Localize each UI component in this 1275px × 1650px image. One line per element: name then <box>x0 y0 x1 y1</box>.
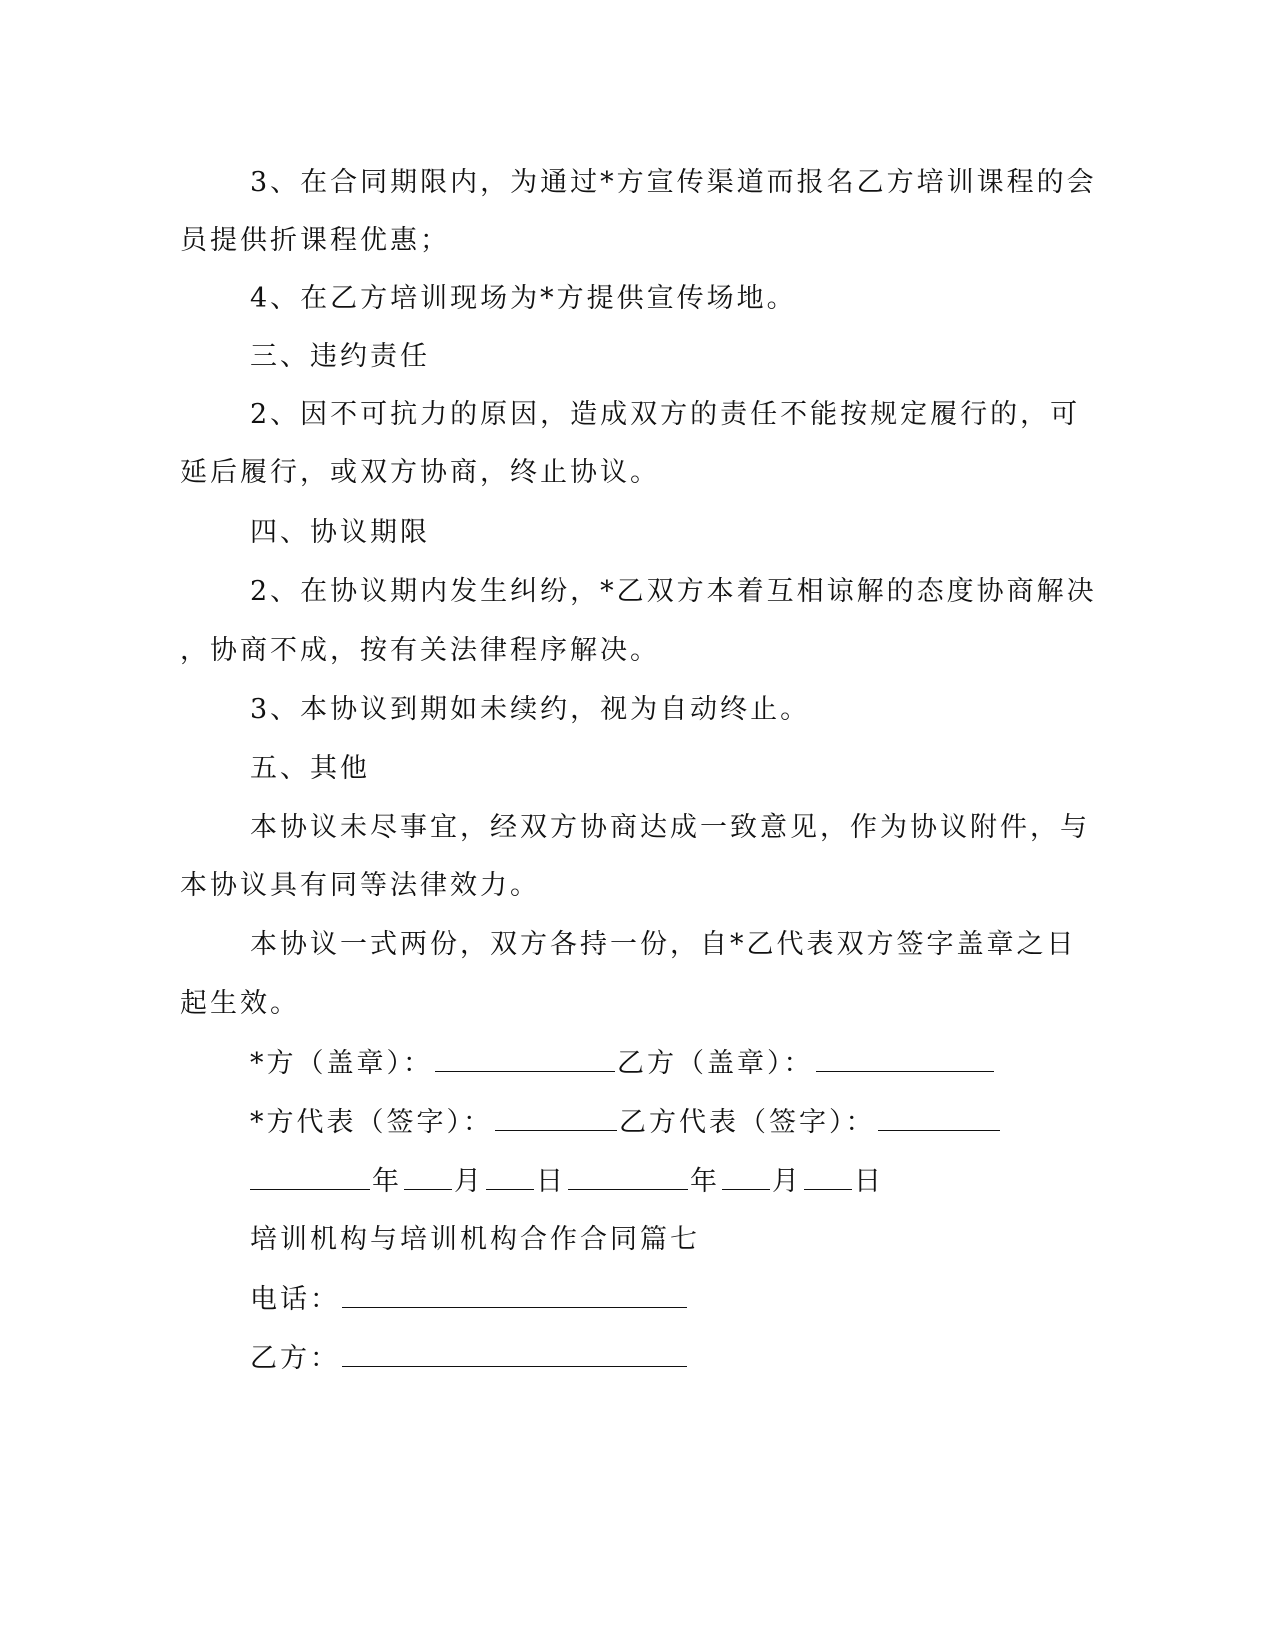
paragraph-line: 3、本协议到期如未续约，视为自动终止。 <box>250 694 811 725</box>
phone-label: 电话： <box>250 1284 340 1315</box>
section-heading: 三、违约责任 <box>250 341 430 372</box>
party-b-blank[interactable] <box>342 1340 687 1367</box>
paragraph-line: 2、因不可抗力的原因，造成双方的责任不能按规定履行的，可 <box>250 399 1081 430</box>
paragraph-line: 本协议未尽事宜，经双方协商达成一致意见，作为协议附件，与 <box>250 812 1090 843</box>
day-blank[interactable] <box>486 1163 534 1190</box>
party-a-seal-blank[interactable] <box>435 1045 615 1072</box>
seal-signature-row <box>250 1045 996 1082</box>
phone-row <box>250 1281 689 1318</box>
year-blank[interactable] <box>568 1163 688 1190</box>
year-label: 年 <box>690 1166 720 1197</box>
day-label: 日 <box>536 1166 566 1197</box>
day-blank[interactable] <box>804 1163 852 1190</box>
paragraph-line: 起生效。 <box>180 988 300 1019</box>
paragraph-line: 3、在合同期限内，为通过*方宣传渠道而报名乙方培训课程的会 <box>250 167 1097 198</box>
section-title: 培训机构与培训机构合作合同篇七 <box>250 1224 700 1255</box>
party-a-seal-label: *方（盖章）： <box>250 1048 433 1079</box>
paragraph-line: 4、在乙方培训现场为*方提供宣传场地。 <box>250 283 797 314</box>
date-row <box>250 1163 884 1200</box>
party-a-rep-label: *方代表（签字）： <box>250 1107 493 1138</box>
rep-signature-row <box>250 1104 1002 1141</box>
month-blank[interactable] <box>404 1163 452 1190</box>
year-blank[interactable] <box>250 1163 370 1190</box>
section-heading: 五、其他 <box>250 753 370 784</box>
year-label: 年 <box>372 1166 402 1197</box>
party-b-rep-label: 乙方代表（签字）： <box>619 1107 876 1138</box>
phone-blank[interactable] <box>342 1281 687 1308</box>
day-label: 日 <box>854 1166 884 1197</box>
paragraph-line: 本协议一式两份，双方各持一份，自*乙代表双方签字盖章之日 <box>250 929 1077 960</box>
party-b-row <box>250 1340 689 1377</box>
paragraph-line: 本协议具有同等法律效力。 <box>180 870 540 901</box>
party-b-seal-blank[interactable] <box>816 1045 994 1072</box>
section-heading: 四、协议期限 <box>250 517 430 548</box>
month-label: 月 <box>772 1166 802 1197</box>
paragraph-line: ，协商不成，按有关法律程序解决。 <box>180 635 660 666</box>
paragraph-line: 员提供折课程优惠； <box>180 225 450 256</box>
paragraph-line: 延后履行，或双方协商，终止协议。 <box>180 457 660 488</box>
month-label: 月 <box>454 1166 484 1197</box>
party-a-rep-blank[interactable] <box>495 1104 617 1131</box>
party-b-label: 乙方： <box>250 1343 340 1374</box>
month-blank[interactable] <box>722 1163 770 1190</box>
party-b-rep-blank[interactable] <box>878 1104 1000 1131</box>
paragraph-line: 2、在协议期内发生纠纷，*乙双方本着互相谅解的态度协商解决 <box>250 576 1097 607</box>
party-b-seal-label: 乙方（盖章）： <box>617 1048 814 1079</box>
